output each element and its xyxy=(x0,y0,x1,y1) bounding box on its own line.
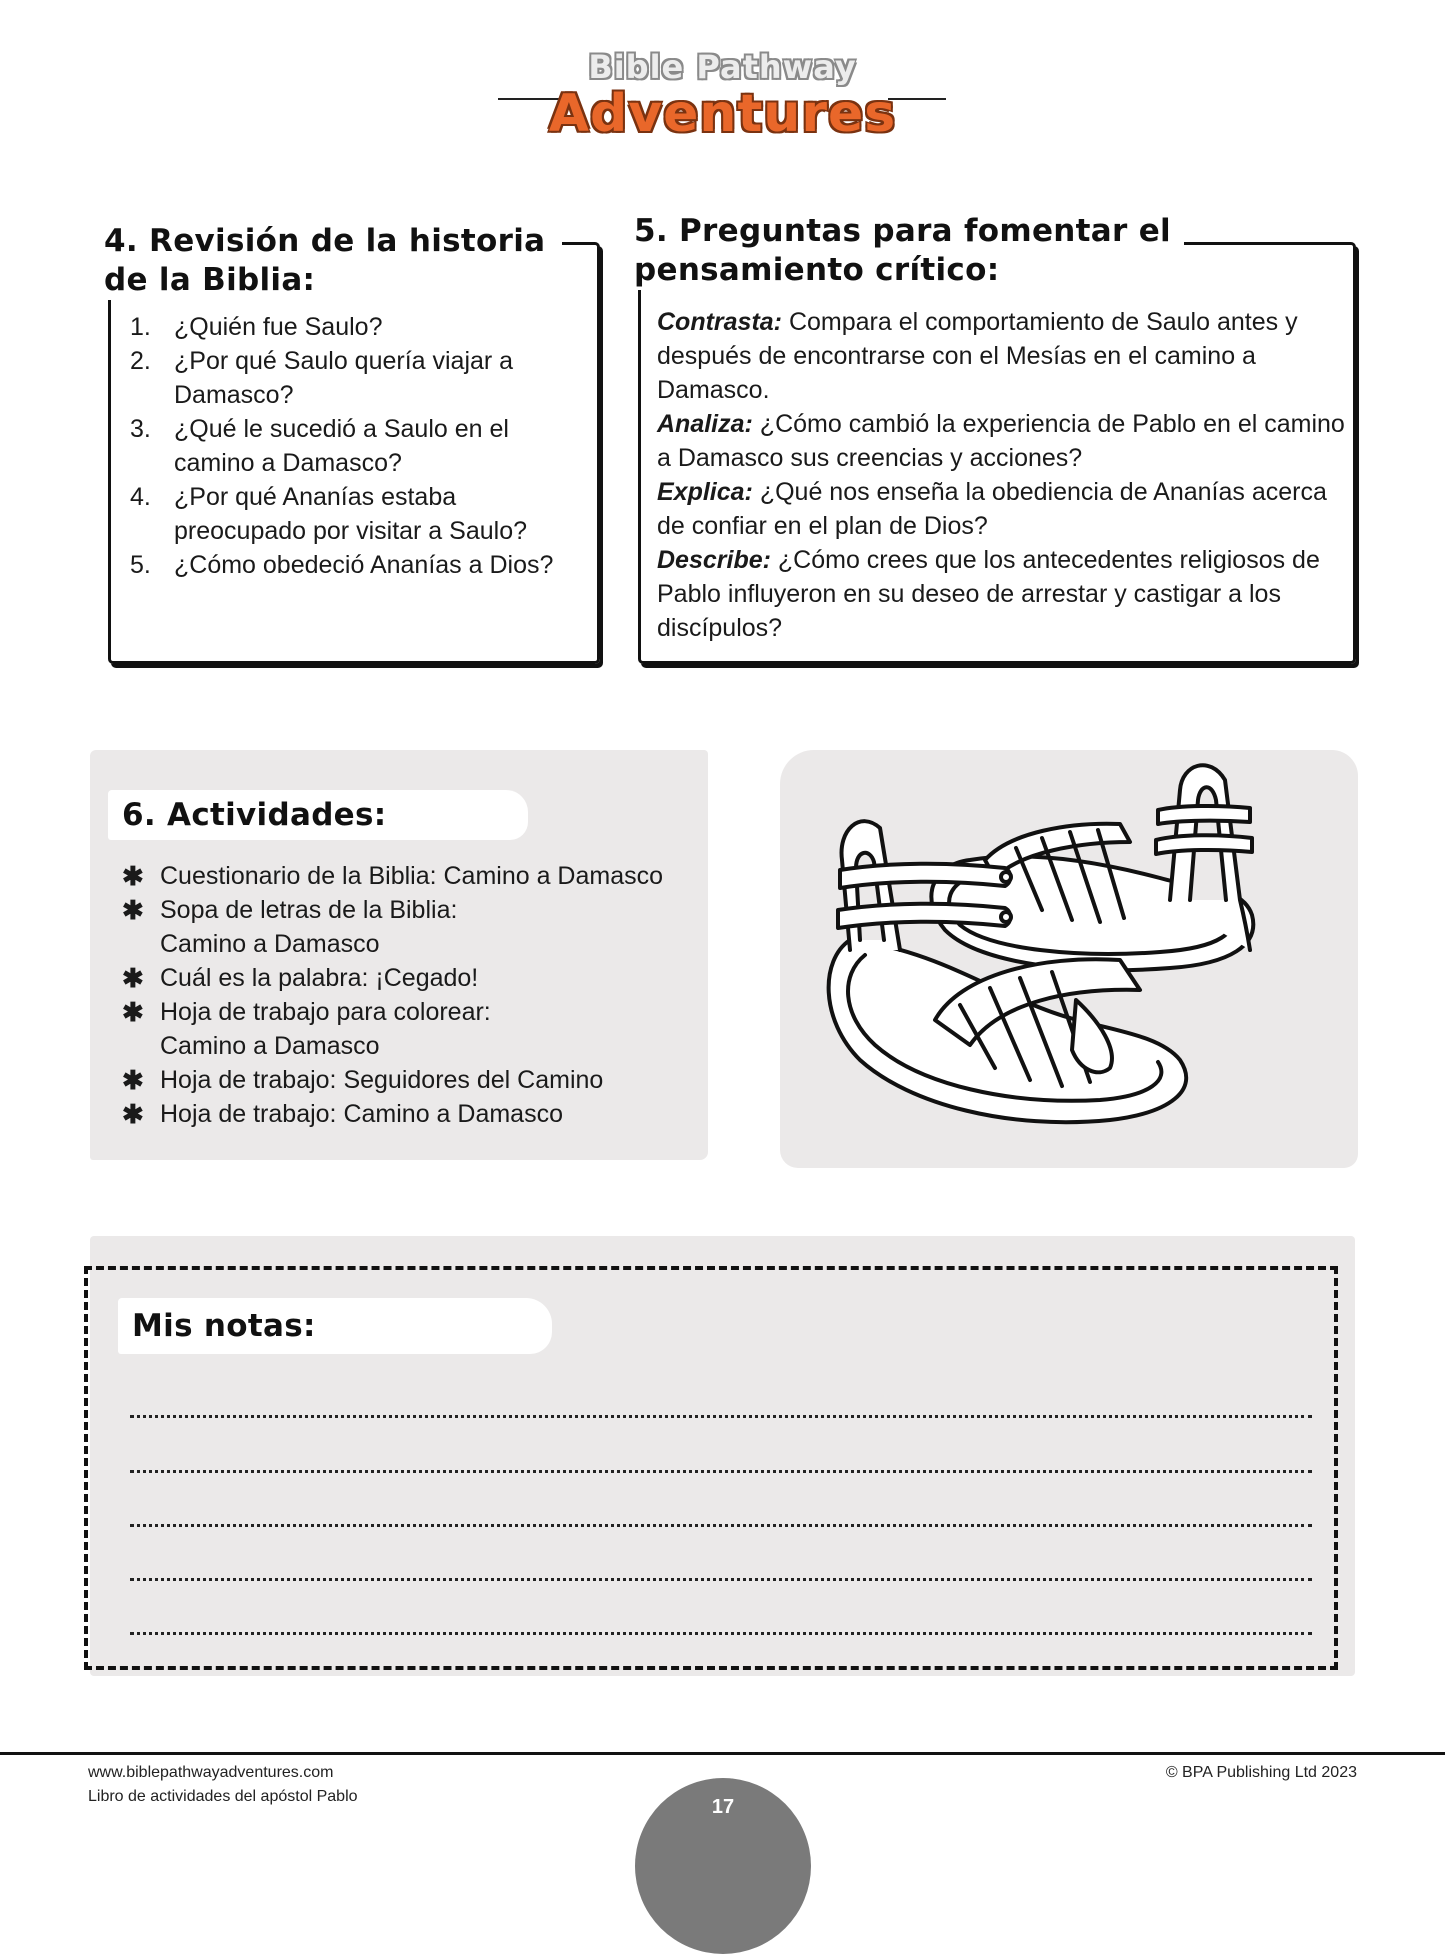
activity-item xyxy=(122,1097,702,1131)
critical-question-text: ¿Cómo cambió la experiencia de Pablo en el camino a Damasco sus creencias y acciones? xyxy=(657,410,1345,472)
question-number: 4. xyxy=(130,483,151,511)
activity-line: Hoja de trabajo: Camino a Damasco xyxy=(160,1100,563,1128)
page-number: 17 xyxy=(711,1796,735,1818)
critical-question-label: Explica: xyxy=(657,478,753,506)
question-text: ¿Por qué Saulo quería viajar a Damasco? xyxy=(174,347,514,409)
question-number: 3. xyxy=(130,415,151,443)
critical-question xyxy=(657,407,1347,475)
activity-line: Camino a Damasco xyxy=(160,930,380,958)
note-line[interactable] xyxy=(130,1415,1312,1418)
activity-text xyxy=(160,995,491,1063)
question-item xyxy=(130,480,570,548)
activity-text xyxy=(160,1063,603,1097)
activity-item xyxy=(122,859,702,893)
critical-question-text: ¿Qué nos enseña la obediencia de Ananías acerca de confiar en el plan de Dios? xyxy=(657,478,1327,540)
question-number: 2. xyxy=(130,347,151,375)
asterisk-icon: ✱ xyxy=(122,1065,144,1095)
asterisk-icon: ✱ xyxy=(122,963,144,993)
activity-item xyxy=(122,893,702,961)
footer-copyright: © BPA Publishing Ltd 2023 xyxy=(1165,1764,1357,1781)
critical-thinking-heading: 5. Preguntas para fomentar el pensamiento crítico: xyxy=(634,212,1184,290)
activity-text xyxy=(160,961,478,995)
asterisk-icon: ✱ xyxy=(122,861,144,891)
activity-line: Camino a Damasco xyxy=(160,1032,380,1060)
question-item xyxy=(130,548,570,582)
story-review-questions xyxy=(130,310,570,582)
critical-question xyxy=(657,543,1347,645)
activity-item xyxy=(122,961,702,995)
notes-heading: Mis notas: xyxy=(132,1308,316,1344)
sandals-illustration xyxy=(780,750,1358,1168)
note-line[interactable] xyxy=(130,1524,1312,1527)
critical-question-text: Compara el comportamiento de Saulo antes y después de encontrarse con el Mesías en el camino a Damasco. xyxy=(657,308,1298,404)
logo-text-top: Bible Pathway xyxy=(588,48,857,86)
activity-line: Cuestionario de la Biblia: Camino a Damasco xyxy=(160,862,664,890)
footer-book-title: Libro de actividades del apóstol Pablo xyxy=(88,1788,358,1805)
activity-line: Cuál es la palabra: ¡Cegado! xyxy=(160,964,479,992)
activity-text xyxy=(160,893,457,961)
question-number: 1. xyxy=(130,313,151,341)
activity-text xyxy=(160,1097,563,1131)
question-text: ¿Quién fue Saulo? xyxy=(174,313,383,341)
asterisk-icon: ✱ xyxy=(122,895,144,925)
asterisk-icon: ✱ xyxy=(122,1099,144,1129)
activity-line: Hoja de trabajo para colorear: xyxy=(160,998,491,1026)
footer-rule xyxy=(0,1752,1445,1755)
question-text: ¿Qué le sucedió a Saulo en el camino a Damasco? xyxy=(174,415,509,477)
activities-list xyxy=(122,859,702,1131)
logo-text-main: Adventures xyxy=(548,84,897,144)
activity-item xyxy=(122,1063,702,1097)
critical-question-text: ¿Cómo crees que los antecedentes religiosos de Pablo influyeron en su deseo de arrestar y castigar a los discípulos? xyxy=(657,546,1320,642)
footer-website[interactable]: www.biblepathwayadventures.com xyxy=(88,1764,334,1781)
critical-question-label: Describe: xyxy=(657,546,771,574)
critical-question-label: Analiza: xyxy=(657,410,753,438)
activity-line: Hoja de trabajo: Seguidores del Camino xyxy=(160,1066,604,1094)
critical-thinking-questions xyxy=(657,305,1347,645)
asterisk-icon: ✱ xyxy=(122,997,144,1027)
critical-question-label: Contrasta: xyxy=(657,308,783,336)
activities-heading: 6. Actividades: xyxy=(122,797,387,833)
activity-line: Sopa de letras de la Biblia: xyxy=(160,896,458,924)
question-item xyxy=(130,344,570,412)
note-line[interactable] xyxy=(130,1632,1312,1635)
activity-text xyxy=(160,859,663,893)
critical-question xyxy=(657,305,1347,407)
question-text: ¿Cómo obedeció Ananías a Dios? xyxy=(174,551,554,579)
question-text: ¿Por qué Ananías estaba preocupado por visitar a Saulo? xyxy=(174,483,528,545)
question-item xyxy=(130,412,570,480)
story-review-heading: 4. Revisión de la historia de la Biblia: xyxy=(104,222,562,300)
question-item xyxy=(130,310,570,344)
note-line[interactable] xyxy=(130,1470,1312,1473)
question-number: 5. xyxy=(130,551,151,579)
note-line[interactable] xyxy=(130,1578,1312,1581)
activity-item xyxy=(122,995,702,1063)
critical-question xyxy=(657,475,1347,543)
